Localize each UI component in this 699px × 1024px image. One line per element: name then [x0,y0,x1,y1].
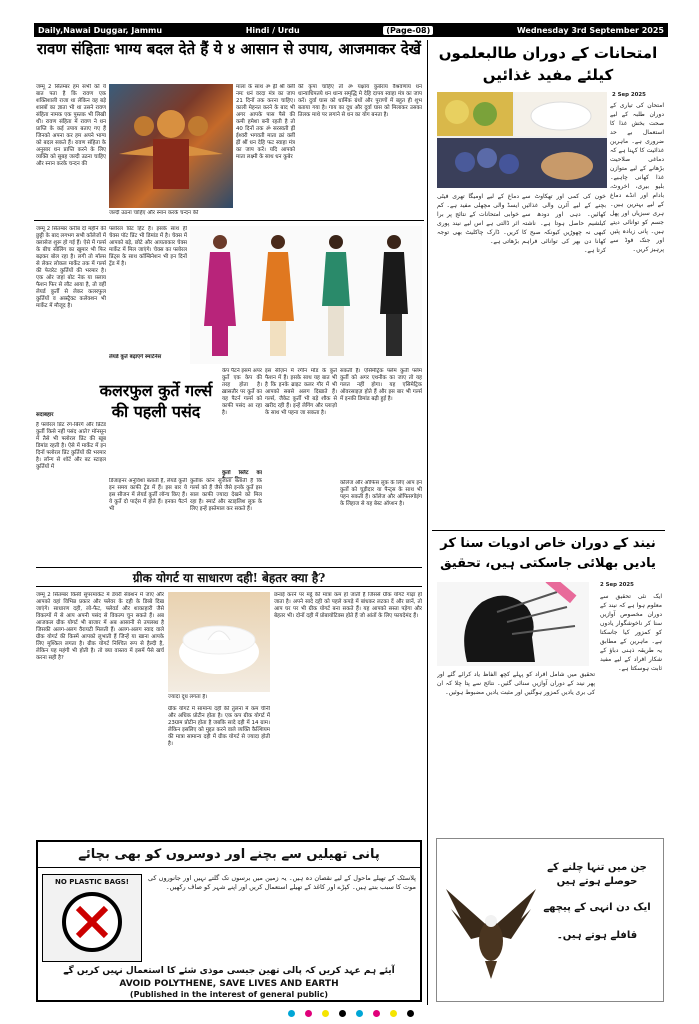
column-divider [427,40,428,1005]
article1-caption: जल्दी उठना चाहिए और स्नान करके चन्दन की [109,210,199,216]
article3-col1: जम्मू 2 सितम्बर किसी सुपरमार्केट में डेयरी सेक्शन में जाएं और आपको वहां विभिन्न प्रकार और फ्लेवर के दही के डिब्बे दिख जाएंगे। साधारण दही, लो-फैट, फ्लेवर्ड और शाकाहारी जैसे विकल्पों में से आप अपनी पसंद से विकल्प चुन सकते हैं। अब आजकल ग्रीक योगर्ट भी बाजार में अब आसानी से उपलब्ध है जिसकी अलग-अलग वैरायटी मिलती हैं। अलग-अलग स्वाद वाले ग्रीक योगर्ट की किस्में आपको लुभाती हैं जिन्हें या खाना आपके लिए मुश्किल लगता है। ग्रीक योगर्ट निश्चित रूप से हैल्दी है, लेकिन यह महंगी भी होती है। तो क्या वास्तव में इसमें पैसे खर्च करना सही है? [36,592,164,661]
magenta-dot [373,1010,380,1017]
plastic-ad-note: (Published in the interest of general public) [129,990,329,999]
quote-line1: جن میں تنہا چلنے کے حوصلے ہوتے ہیں [547,862,647,887]
plastic-ad-pledge: آیئے ہم عہد کریں کہ پالی تھین جیسی موذی شئے کا استعمال نہیں کریں گے [63,966,395,976]
yogurt-photo [168,592,270,692]
yellow-dot [390,1010,397,1017]
quote-line3: قافلے ہوتے ہیں۔ [556,930,638,941]
urdu2-headline: نیند کے دوران خاص ادویات سنا کر یادیں بھلائی جاسکتی ہیں، تحقیق [440,536,656,571]
article3-caption: ज्यादा दूध लगता है। [168,694,208,700]
foods-photo [437,92,607,188]
article2-col-b4: डिजाइनर अनुविशा बताती हैं, लेयर्ड कुर्ती इन समय काफी ट्रेंड में हैं। इस बार ये इस सीजन में लेयर्ड कुर्ती लॉन्च किए हैं। ये कुर्ते दो पार्ट्स में होते हैं। इनका पैटर्न भी [109,478,187,512]
urdu2-date: 2 Sep 2025 [600,582,634,588]
article1-col3: की कृपा चाहिए तो ॐ यक्षाय कुबेराय वैश्रवणाय धन धान्याधिपतये धन धान्य समृद्धि मे देहि दापय स्वाहा मंत्र का जाप करें। दुर्वा घास को धार्मिक ग्रंथों और पुराणों में बहुत ही शुभ बताया गया है। गाय का दूध और दुर्वा घास को मिलाकर उसका तिलक माथे पर लगाने से धन का योग बनता है। [298,84,422,118]
eagle-icon [441,869,541,989]
urdu1-col-right: امتحان کی تیاری کے دوران طلبہ کے لیے صحت بخش غذا کا استعمال بے حد ضروری ہے۔ ماہرین غذائیت کا کہنا ہے کہ دماغی صلاحیت بڑھانے کے لیے متوازن غذا کھانی چاہیے۔ بلیو بیری، اخروٹ، بادام اور انڈے دماغ کے لیے بہترین ہیں۔ ہری سبزیاں اور پھل جسم کو توانائی دیتے ہیں۔ پانی زیادہ پئیں اور جنک فوڈ سے پرہیز کریں۔ [610,102,664,253]
article2-sub1: सदाबहार [36,412,54,418]
no-plastic-icon [43,886,141,956]
article2-col-left2: है फ्लोरल प्रिंट रंग-बिरंगे और प्रिंटेड कुर्ती किसे नहीं पसंद आते? मॉनसून में तैसे भी फ्लोरल प्रिंट की खूब डिमांड रहती है। ऐसे में मार्केट में इन दिनों फ्लोरल प्रिंट कुर्तियों की भरमार है। लॉन्ग से शॉर्ट और बट स्टाइल कुर्तियों में [36,422,106,470]
quote-line2: ایک دن انہی کے پیچھے [543,902,651,913]
no-plastic-sign [42,874,142,962]
divider [432,530,665,531]
registration-marks [34,1010,668,1017]
no-plastic-label: NO PLASTIC BAGS! [55,878,129,886]
article1-col1: जम्मू 2 सितम्बर हम सभी को ये बात पता है कि रावण एक शक्तिशाली राजा था लेकिन वह बड़े शास्त्रों का ज्ञाता भी था उसने रावण संहिता नामक एक पुस्तक भी लिखी थी। रावण संहिता में रावण ने धन प्राप्ति के कई उपाय बताए गए हैं जिनको अपना कर हम अपने भाग्य को बदल सकते हैं। रावण संहिता के अनुसार धन प्राप्ति करने के लिए व्यक्ति को सुबह जल्दी उठना चाहिए और स्नान करके चन्दन की [36,84,106,167]
magenta-dot [305,1010,312,1017]
plastic-ad [36,840,422,1002]
article3-col3: छनाई करने पर मट्ठे की मात्रा कम हो जाती है जिससे ग्रीक योगर्ट गाढ़ा हो जाता है। अपने सादे दही को पहले कपड़े में बांधकर लटका दें और छानें, तो आप घर पर भी ग्रीक योगर्ट बना सकते हैं। यह आपको सस्ता पड़ेगा और बेहतर भी। दोनों दही में प्रोबायोटिक्स होते हैं जो आंतों के लिए फायदेमंद हैं। [274,592,422,619]
article2-col-b6: कॉलेज और ऑफिस लुक के लिए आप इन कुर्तों को चूड़ीदार या पैन्ट्स के साथ भी पहन सकती हैं। कॉलेज और ऑफिसगोइंग के लिहाज से यह बेस्ट ऑप्शन है। [340,480,422,507]
page-number: (Page-08) [383,26,433,35]
article2-sub3: कुर्ता स्लिट का [222,470,262,476]
plastic-ad-slogan: AVOID POLYTHENE, SAVE LIVES AND EARTH [119,979,339,989]
language-label: Hindi / Urdu [245,25,300,35]
issue-date: Wednesday 3rd September 2025 [516,25,664,35]
article2-col-b5: कुर्तीक कोन सुजाता बताती हैं कि गर्ल्स को हैं जैसे जैसे इनके कुर्ते इस साल काफी ज्यादा देखने को मिल रहा है। स्मार्ट और स्टाइलिश लुक के लिए इन्हें इस्तेमाल कर सकते हैं। [190,478,262,512]
article2-col-b1: केप पैटर्न इसमें अपर कुर्ते एक केप की तरह होता है। ख़ासतौर पर कुर्ते का यह पैटर्न गर्ल्स को काफी पसंद आ रहा है। [222,368,262,416]
article1-headline: रावण संहिताः भाग्य बदल देते हैं ये ४ आसान से उपाय, आजमाकर देखें [37,40,421,58]
article2-headline: कलरफुल कुर्ते गर्ल्स की पहली पसंद [99,381,213,421]
urdu1-date: 2 Sep 2025 [612,92,646,98]
kurta-models-photo [190,226,422,364]
ravan-illustration [109,84,233,208]
quote-box [436,838,664,1002]
plastic-ad-body: پلاسٹک کے تھیلے ماحول کے لیے نقصان دہ ہیں۔ یہ زمین میں برسوں تک گلتے نہیں اور جانوروں کی موت کا سبب بنتے ہیں۔ کپڑے اور کاغذ کے تھیلے استعمال کریں اور اپنے شہر کو صاف رکھیں۔ [148,874,416,891]
urdu1-col-left: دماغ کے لیے اومیگا تھری فیٹی ایسڈ والی مچھلی مفید ہے۔ کم خوابی امتحانات کے نتائج پر برا اثر ڈالتی ہے اس لیے نیند پوری کریں۔ ڈارک چاکلیٹ بھی توجہ بڑھاتی ہے۔ [437,193,519,245]
article1-col2: माला के साथ ॐ ह्रीं श्रीं क्लीं नमः धनं वरदा मंत्र का जाप 21 दिनों तक करना चाहिए। काली मेहनत करने के बाद भी अगर आपके पास पैसे की कमी हमेशा बनी रहती है तो 40 दिनों तक ॐ सरस्वती ह्रीं ईश्वरी भगवती माता क्रां क्लीं ह्रीं श्रीं धन देहि फट स्वाहा मंत्र का जाप करें। यदि आपको माता लक्ष्मी के साथ धन कुबेर [236,84,295,160]
newspaper-name: Daily,Nawai Duggar, Jammu [38,25,163,35]
article2-col-b2: इस सीज़न में रंगीन मोड के कुर्ते फैशन में हैं। इसके साथ यह बात भी है कि इनके ब्राइट कलर गौर में भी आपको सबसे अलग दिखाते हैं। गर्ल्स, जैकेट कुर्ती भी बड़े शौक से खरीद रही हैं। इन्हें लेगिंग और प्लाज़ो के साथ भी पहना जा सकता है। [265,368,337,416]
masthead-bar [34,23,668,37]
article2-sub2: लेयर्ड कुर्ते बढ़ाएंगे स्मार्टनेस [109,354,162,360]
article3-headline: ग्रीक योगर्ट या साधारण दही! बेहतर क्या है? [36,567,422,587]
yellow-dot [322,1010,329,1017]
black-dot [339,1010,346,1017]
divider [34,220,424,221]
article2-col-left: जम्मू 2 सितम्बर करीब दो महीने की छुट्टी के बाद लगभग सभी कॉलेजों में क्लासेज शुरू हो गई हैं। ऐसे में गर्ल्स के बीच सीलिंग का खुमार भी फिर बढ़कर बोल रहा है। लगी तो मॉल्स से लेकर लोकल मार्केट तक में गर्ल्स की फेवरेट कुर्तियों की भरमार है। एक ओर जहां बोट नेक या फ़्लाय फैशन फिर से लौट आया है, तो वहीं लेयर्ड कुर्ती से लेकर कलरफुल कुर्तियों व अब्स्ट्रैक्ट कलेक्शन भी मार्केट में मौजूद है। [36,226,106,309]
urdu1-col-mid: خون کی کمی اور تھکاوٹ سے بچنے کے لیے آئرن والی غذائیں کھائیں۔ دہی اور دودھ سے کیلشیم حاصل ہوتا ہے۔ ناشتہ کبھی نہ چھوڑیں کیونکہ صبح کا کھانا دن بھر کی توانائی فراہم کرتا ہے۔ [522,193,606,254]
black-dot [407,1010,414,1017]
sleep-memory-photo [437,582,589,666]
cyan-dot [356,1010,363,1017]
urdu1-headline: امتحانات کے دوران طالبعلموں کیلئے مفید غذائیں [438,44,658,84]
urdu2-col-right: ایک نئی تحقیق سے معلوم ہوا ہے کہ نیند کے دوران مخصوص آوازیں سنا کر ناخوشگوار یادوں کو کمزور کیا جاسکتا ہے۔ ماہرین کے مطابق یہ طریقہ ذہنی دباؤ کے شکار افراد کے لیے مفید ثابت ہوسکتا ہے۔ [600,593,662,672]
article2-col-mid: फ्लोरल प्रिंट हिट है। इसके साथ ही चेक्स पॉट प्रिंट भी डिमांड में है। चेक्स में आपको बड़े, छोटे और आयताकार चेक्स मार्केट में मिल जाएंगे। चेक्स का फ्लोरल प्रिंट्स के साथ कॉम्बिनेशन भी इन दिनों ट्रेंड में है। [109,226,187,267]
urdu2-col-left: تحقیق میں شامل افراد کو پہلے کچھ الفاظ یاد کرائے گئے اور پھر نیند کے دوران آوازیں سنائی گئیں۔ نتائج سے پتا چلا کہ ان کی بری یادیں کمزور ہوگئیں اور مثبت یادیں مضبوط ہوئیں۔ [437,671,595,696]
plastic-ad-banner: پانی تھیلیں سے بچنے اور دوسروں کو بھی بچائے [38,842,420,868]
cyan-dot [288,1010,295,1017]
article2-col-b3: सकती है। एसिमेट्रिक फ्लेम कुर्ती फ्लेम कुर्ती को अगर एथनीक का जाए तो यह गलत नहीं होगा। यह एसिमेट्रिक ऑवरसाइज़ होते हैं और इस बार भी गर्ल्स में इनकी डिमांड बढ़ी हुई है। [340,368,422,402]
article3-col2: ग्रीक योगर्ट में सामान्य दही की तुलना में कम चीनी और अधिक प्रोटीन होता है। एक कप ग्रीक योगर्ट में 23ग्राम प्रोटीन होता है जबकि सादे दही में 14 ग्राम। लेकिन इसलिए को मुद्दत करने वाले व्यक्ति कैल्शियम की मात्रा सामान्य दही में ग्रीक योगर्ट से ज्यादा होती है। [168,706,270,747]
